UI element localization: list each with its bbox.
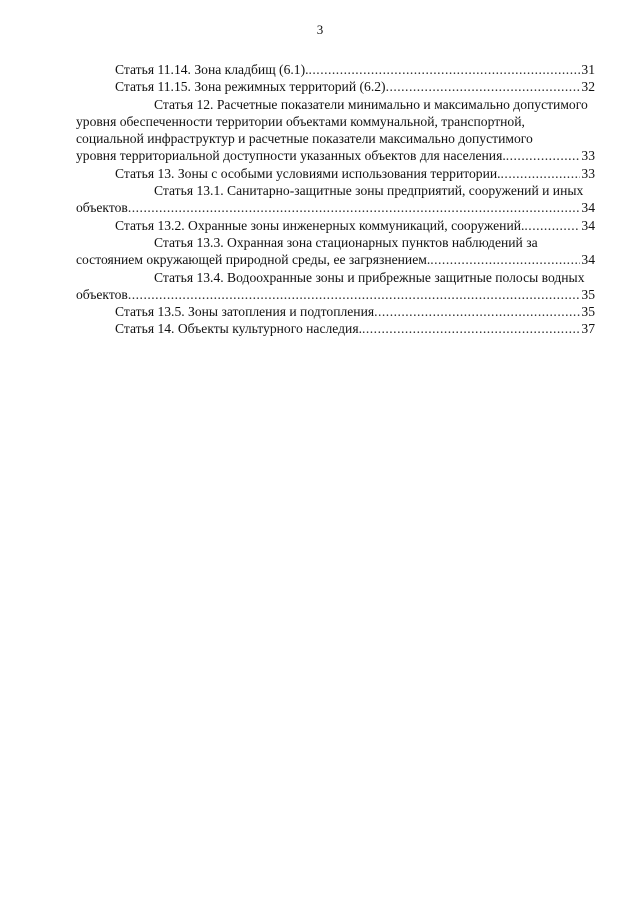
toc-page-number: 32 [581, 79, 595, 95]
page-number: 3 [316, 22, 324, 37]
toc-entry-line [76, 251, 595, 268]
toc-entry[interactable] [76, 182, 595, 217]
toc-leader-dots [506, 147, 581, 164]
toc-leader-dots [309, 61, 581, 78]
toc-leader-dots [386, 78, 581, 95]
toc-entry[interactable] [76, 303, 595, 320]
toc-entry[interactable] [76, 320, 595, 337]
toc-entry-line [76, 165, 595, 182]
toc-entry-title-line: уровня обеспеченности территории объектами коммунальной, транспортной, [76, 113, 525, 129]
toc-entry[interactable] [76, 96, 595, 165]
toc-entry-title-line: Статья 13.1. Санитарно-защитные зоны предприятий, сооружений и иных [154, 183, 584, 199]
toc-entry-line [76, 147, 595, 164]
toc-entry-title: Статья 13.2. Охранные зоны инженерных коммуникаций, сооружений. [115, 217, 525, 233]
toc-entry-line [76, 217, 595, 234]
toc-leader-dots [362, 320, 580, 337]
toc-entry-line [76, 303, 595, 320]
toc-entry-title: Статья 11.14. Зона кладбищ (6.1). [115, 62, 309, 77]
toc-entry-title-line: Статья 12. Расчетные показатели минимально и максимально допустимого [154, 96, 588, 112]
toc-leader-dots [524, 217, 580, 234]
toc-entry-title: Статья 11.15. Зона режимных территорий (6.2) [115, 79, 386, 95]
toc-entry[interactable] [76, 61, 595, 78]
toc-leader-dots [128, 286, 581, 303]
toc-entry-title: Статья 13.5. Зоны затопления и подтопления [115, 304, 375, 320]
toc-entry-title: уровня территориальной доступности указанных объектов для населения. [76, 148, 506, 164]
toc-entry-line [76, 78, 595, 95]
toc-page-number: 33 [581, 148, 595, 164]
toc-page-number: 31 [581, 62, 595, 77]
toc-leader-dots [374, 303, 580, 320]
toc-entry-line [76, 286, 595, 303]
toc-page-number: 33 [581, 165, 595, 181]
toc-entry-line [76, 199, 595, 216]
toc-entry[interactable] [76, 269, 595, 304]
toc-entry-title-line: Статья 13.3. Охранная зона стационарных пунктов наблюдений за [154, 234, 538, 250]
table-of-contents [76, 61, 595, 338]
toc-leader-dots [128, 199, 581, 216]
toc-page-number: 35 [581, 286, 595, 302]
toc-page-number: 34 [581, 217, 595, 233]
toc-entry-title: состоянием окружающей природной среды, ее загрязнением. [76, 252, 431, 268]
toc-page-number: 35 [581, 304, 595, 320]
toc-entry[interactable] [76, 217, 595, 234]
toc-entry-title-line: Статья 13.4. Водоохранные зоны и прибрежные защитные полосы водных [154, 269, 585, 285]
toc-entry-title: объектов [76, 286, 128, 302]
toc-entry-title-line: социальной инфраструктур и расчетные показатели максимально допустимого [76, 131, 533, 147]
toc-entry-title: объектов [76, 200, 128, 216]
toc-leader-dots [501, 165, 581, 182]
toc-page-number: 34 [581, 200, 595, 216]
toc-page-number: 37 [581, 321, 595, 337]
toc-entry[interactable] [76, 165, 595, 182]
toc-entry-title: Статья 13. Зоны с особыми условиями использования территории. [115, 165, 501, 181]
toc-entry-line [76, 61, 595, 78]
toc-page-number: 34 [581, 252, 595, 268]
toc-entry-line [76, 320, 595, 337]
toc-entry-title: Статья 14. Объекты культурного наследия. [115, 321, 362, 337]
toc-entry[interactable] [76, 78, 595, 95]
toc-leader-dots [430, 251, 580, 268]
toc-entry[interactable] [76, 234, 595, 269]
